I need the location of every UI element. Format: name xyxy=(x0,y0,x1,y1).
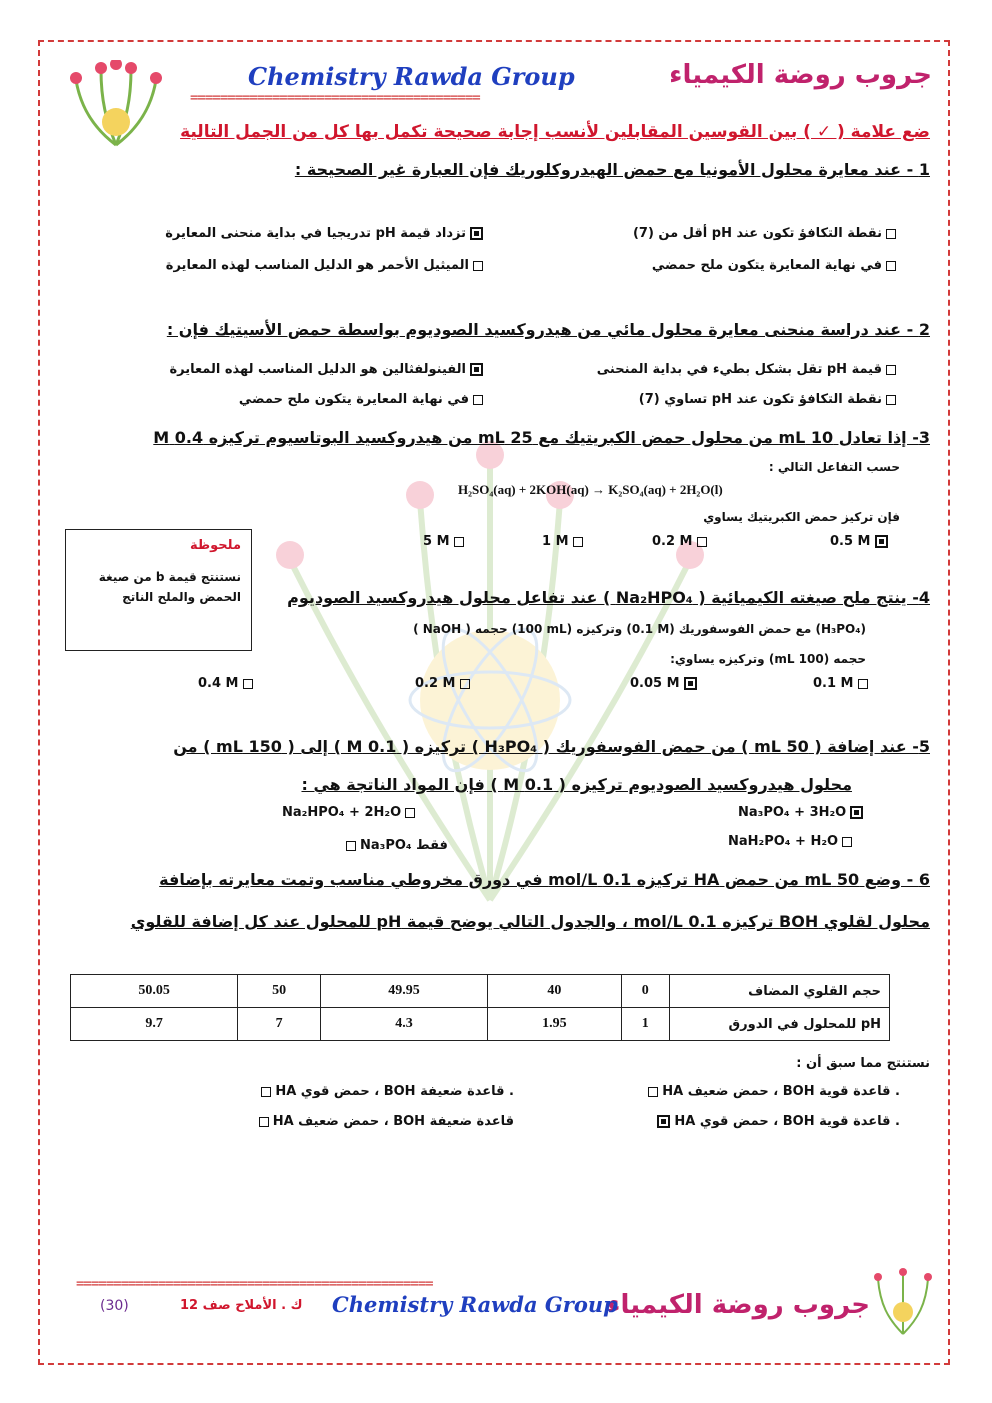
q1-option-d[interactable]: الميثيل الأحمر هو الدليل المناسب لهذه المعايرة xyxy=(166,258,487,273)
table-cell: 50 xyxy=(238,975,320,1008)
q4-option-c[interactable]: 0.2 M xyxy=(415,676,474,691)
q3-option-c[interactable]: 1 M xyxy=(542,534,587,549)
q1-option-b[interactable]: تزداد قيمة pH تدريجيا في بداية منحنى المعايرة xyxy=(165,226,487,241)
checkbox[interactable] xyxy=(842,837,852,847)
q5-option-b[interactable]: Na₂HPO₄ + 2H₂O xyxy=(282,805,419,820)
q4-option-d[interactable]: 0.4 M xyxy=(198,676,257,691)
table-cell: 1 xyxy=(621,1008,670,1041)
checkbox[interactable] xyxy=(405,808,415,818)
q6-text: 6 - وضع 50 mL من حمض HA تركيزه 0.1 mol/L في دورق مخروطي مناسب وتمت معايرته بإضافة xyxy=(159,870,930,889)
checkbox[interactable] xyxy=(473,261,483,271)
checkbox[interactable] xyxy=(346,841,356,851)
checkbox-checked[interactable] xyxy=(684,677,697,690)
table-cell: 0 xyxy=(621,975,670,1008)
q1-option-c[interactable]: في نهاية المعايرة يتكون ملح حمضي xyxy=(652,258,900,273)
table-row xyxy=(71,1008,890,1041)
q2-option-a[interactable]: قيمة pH تقل بشكل بطيء في بداية المنحنى xyxy=(597,362,900,377)
checkbox[interactable] xyxy=(259,1117,269,1127)
checkbox-checked[interactable] xyxy=(470,363,483,376)
note-title: ملحوظة xyxy=(189,538,241,553)
note-body: نستنتج قيمة b من صيغة الحمض والملح الناتج xyxy=(98,570,241,604)
checkbox[interactable] xyxy=(886,261,896,271)
q4-option-a[interactable]: 0.1 M xyxy=(813,676,872,691)
q1-option-a[interactable]: نقطة التكافؤ تكون عند pH أقل من (7) xyxy=(633,226,900,241)
q5-option-a[interactable]: Na₃PO₄ + 3H₂O xyxy=(738,805,867,820)
q6-option-c[interactable]: HA حمض قوي ، BOH قاعدة قوية . xyxy=(653,1114,900,1129)
checkbox[interactable] xyxy=(886,395,896,405)
q3-option-b[interactable]: 0.2 M xyxy=(652,534,711,549)
q5-text: 5- عند إضافة ( 50 mL ) من حمض الفوسفوريك ( H₃PO₄ ) تركيزه ( 0.1 M ) إلى ( 150 mL ) من xyxy=(173,737,930,756)
checkbox[interactable] xyxy=(886,365,896,375)
table-cell: 4.3 xyxy=(320,1008,487,1041)
q2-option-b[interactable]: الفينولفثالين هو الدليل المناسب لهذه المعايرة xyxy=(169,362,487,377)
table-cell: 40 xyxy=(488,975,621,1008)
q4-line3: حجمه (100 mL) وتركيزه يساوي: xyxy=(670,652,866,666)
table-header: حجم القلوي المضاف xyxy=(670,975,890,1008)
q5-option-c[interactable]: NaH₂PO₄ + H₂O xyxy=(728,834,856,849)
q3-option-a[interactable]: 0.5 M xyxy=(830,534,892,549)
checkbox[interactable] xyxy=(886,229,896,239)
table-cell: 1.95 xyxy=(488,1008,621,1041)
q2-option-d[interactable]: في نهاية المعايرة يتكون ملح حمضي xyxy=(239,392,487,407)
table-cell: 49.95 xyxy=(320,975,487,1008)
logo-bottom xyxy=(868,1264,938,1344)
checkbox[interactable] xyxy=(454,537,464,547)
q6-option-b[interactable]: HA حمض قوي ، BOH قاعدة ضعيفة . xyxy=(257,1084,514,1099)
footer-title-ar: جروب روضة الكيمياء xyxy=(607,1290,870,1320)
q6-option-d[interactable]: HA حمض ضعيف ، BOH قاعدة ضعيفة xyxy=(255,1114,514,1129)
table-cell: 9.7 xyxy=(71,1008,238,1041)
checkbox[interactable] xyxy=(858,679,868,689)
header-title-en: Chemistry Rawda Group xyxy=(248,62,575,91)
q5-option-d[interactable]: Na₃PO₄ فقط xyxy=(342,838,448,853)
q4-line2: ( NaOH ) حجمه (100 mL) وتركيزه (0.1 M) مع حمض الفوسفوريك (H₃PO₄) xyxy=(413,622,866,636)
checkbox-checked[interactable] xyxy=(657,1115,670,1128)
checkbox[interactable] xyxy=(697,537,707,547)
footer-title-en: Chemistry Rawda Group xyxy=(332,1292,618,1317)
table-cell: 50.05 xyxy=(71,975,238,1008)
logo-top xyxy=(56,60,176,150)
footer-course: ك . الأملاح صف 12 xyxy=(180,1298,303,1313)
q2-option-c[interactable]: نقطة التكافؤ تكون عند pH تساوي (7) xyxy=(639,392,900,407)
q3-text: 3- إذا تعادل 10 mL من محلول حمض الكبريتيك مع 25 mL من هيدروكسيد البوتاسيوم تركيزه 0.4 M xyxy=(153,428,930,447)
q6-option-a[interactable]: HA حمض ضعيف ، BOH قاعدة قوية . xyxy=(644,1084,900,1099)
q2-text: 2 - عند دراسة منحنى معايرة محلول مائي من هيدروكسيد الصوديوم بواسطة حمض الأسيتيك فإن : xyxy=(166,320,930,339)
table-row xyxy=(71,975,890,1008)
q1-text: 1 - عند معايرة محلول الأمونيا مع حمض الهيدروكلوريك فإن العبارة غير الصحيحة : xyxy=(294,160,930,179)
ph-table xyxy=(70,974,890,1041)
q4-text: 4- ينتج ملح صيغته الكيميائية ( Na₂HPO₄ ) عند تفاعل محلول هيدروكسيد الصوديوم xyxy=(287,588,930,607)
checkbox[interactable] xyxy=(261,1087,271,1097)
table-cell: 7 xyxy=(238,1008,320,1041)
q3-equation: H₂SO₄(aq) + 2KOH(aq) → K₂SO₄(aq) + 2H₂O(l) xyxy=(458,482,723,497)
checkbox-checked[interactable] xyxy=(470,227,483,240)
header-title-ar: جروب روضة الكيمياء xyxy=(669,60,932,90)
checkbox[interactable] xyxy=(573,537,583,547)
q6-line2: محلول لقلوي BOH تركيزه 0.1 mol/L ، والجدول التالي يوضح قيمة pH للمحلول عند كل إضافة للقلوي xyxy=(130,912,930,931)
table-header: pH للمحلول في الدورق xyxy=(670,1008,890,1041)
q3-option-d[interactable]: 5 M xyxy=(423,534,468,549)
checkbox[interactable] xyxy=(648,1087,658,1097)
page-number: (30) xyxy=(100,1298,129,1314)
q4-option-b[interactable]: 0.05 M xyxy=(630,676,701,691)
q5-line2: محلول هيدروكسيد الصوديوم تركيزه ( 0.1 M ) فإن المواد الناتجة هي : xyxy=(301,775,852,794)
footer-separator: ================================================ xyxy=(76,1276,433,1292)
checkbox[interactable] xyxy=(243,679,253,689)
checkbox-checked[interactable] xyxy=(875,535,888,548)
checkbox-checked[interactable] xyxy=(850,806,863,819)
checkbox[interactable] xyxy=(473,395,483,405)
note-box xyxy=(65,529,252,651)
q3-line3: فإن تركيز حمض الكبريتيك يساوي xyxy=(703,510,900,524)
checkbox[interactable] xyxy=(460,679,470,689)
header-separator: ======================================= xyxy=(190,90,480,106)
q6-conclude: نستنتج مما سبق أن : xyxy=(796,1056,930,1071)
instruction: ضع علامة ( ✓ ) بين القوسين المقابلين لأنسب إجابة صحيحة تكمل بها كل من الجمل التالية xyxy=(180,122,930,142)
q3-line2: حسب التفاعل التالي : xyxy=(768,460,900,474)
